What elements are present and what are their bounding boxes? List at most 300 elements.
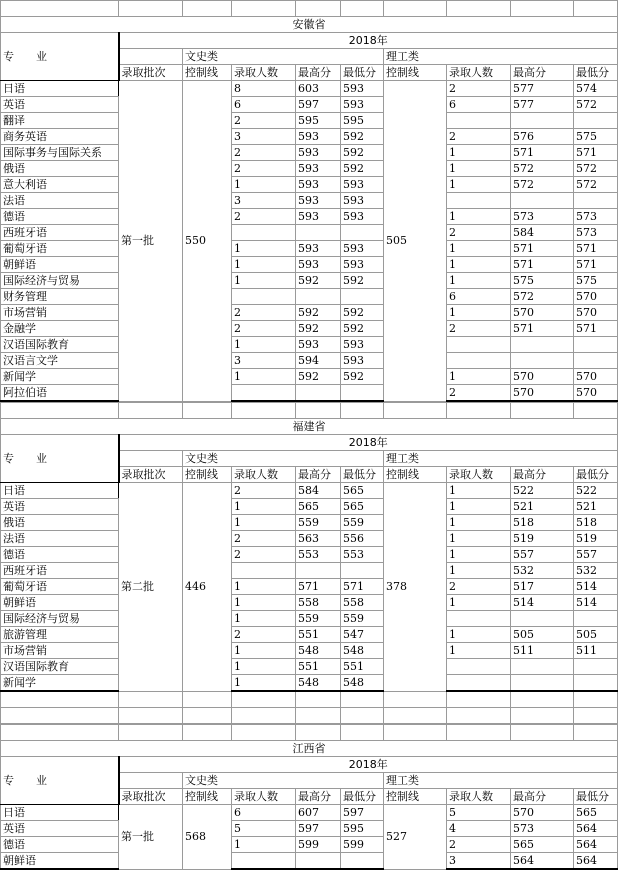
science-min-header: 最低分	[574, 65, 618, 81]
table-row	[1, 499, 618, 515]
science-admitted: 6	[447, 97, 511, 113]
science-admitted: 1	[447, 241, 511, 257]
table-row	[1, 595, 618, 611]
arts-max-score: 592	[296, 369, 341, 385]
arts-admitted	[232, 853, 296, 870]
major-name: 日语	[1, 483, 119, 499]
science-admitted: 2	[447, 579, 511, 595]
table-row	[1, 675, 618, 692]
science-min-score: 532	[574, 563, 618, 579]
arts-min-score	[341, 225, 384, 241]
arts-max-score: 548	[296, 643, 341, 659]
science-admitted: 2	[447, 321, 511, 337]
arts-max-score: 565	[296, 499, 341, 515]
science-min-score: 572	[574, 161, 618, 177]
arts-control-header: 控制线	[183, 467, 232, 483]
major-name: 朝鲜语	[1, 853, 119, 870]
science-min-score: 511	[574, 643, 618, 659]
batch-cell: 第一批	[119, 81, 183, 402]
major-name: 商务英语	[1, 129, 119, 145]
science-admitted: 2	[447, 129, 511, 145]
science-admitted: 1	[447, 369, 511, 385]
table-row	[1, 305, 618, 321]
science-min-score: 570	[574, 289, 618, 305]
science-admitted: 1	[447, 273, 511, 289]
science-min-score: 557	[574, 547, 618, 563]
major-name: 汉语国际教育	[1, 659, 119, 675]
science-admitted: 2	[447, 225, 511, 241]
arts-min-score: 556	[341, 531, 384, 547]
arts-min-score: 595	[341, 821, 384, 837]
batch-header: 录取批次	[119, 467, 183, 483]
science-admitted: 1	[447, 563, 511, 579]
science-admitted: 6	[447, 289, 511, 305]
science-min-score	[574, 193, 618, 209]
arts-min-score: 592	[341, 161, 384, 177]
science-min-score: 571	[574, 241, 618, 257]
arts-admitted: 2	[232, 547, 296, 563]
science-min-score: 570	[574, 305, 618, 321]
science-control-line: 378	[384, 483, 447, 692]
spacer-row	[1, 725, 618, 741]
science-min-score: 574	[574, 81, 618, 97]
table-row	[1, 643, 618, 659]
science-control-line: 505	[384, 81, 447, 402]
science-admitted: 1	[447, 627, 511, 643]
science-min-score	[574, 337, 618, 353]
arts-min-score: 565	[341, 483, 384, 499]
arts-min-score: 553	[341, 547, 384, 563]
table-row	[1, 853, 618, 870]
table-row	[1, 113, 618, 129]
table-row	[1, 97, 618, 113]
arts-max-score	[296, 225, 341, 241]
arts-control-line: 446	[183, 483, 232, 692]
arts-admitted: 6	[232, 805, 296, 821]
arts-control-header: 控制线	[183, 65, 232, 81]
science-max-score: 565	[511, 837, 574, 853]
header-year-row	[1, 435, 618, 451]
science-admitted-header: 录取人数	[447, 467, 511, 483]
science-max-score	[511, 193, 574, 209]
major-name: 俄语	[1, 515, 119, 531]
major-name: 新闻学	[1, 675, 119, 692]
arts-max-score: 559	[296, 611, 341, 627]
science-max-score: 514	[511, 595, 574, 611]
science-max-score: 518	[511, 515, 574, 531]
science-max-score	[511, 353, 574, 369]
arts-max-score: 592	[296, 273, 341, 289]
science-min-score: 575	[574, 129, 618, 145]
science-min-header: 最低分	[574, 467, 618, 483]
major-name: 国际经济与贸易	[1, 611, 119, 627]
major-name: 法语	[1, 531, 119, 547]
arts-min-score: 592	[341, 129, 384, 145]
science-max-score: 576	[511, 129, 574, 145]
major-name: 旅游管理	[1, 627, 119, 643]
arts-admitted-header: 录取人数	[232, 65, 296, 81]
science-admitted: 1	[447, 595, 511, 611]
science-max-score: 573	[511, 209, 574, 225]
table-row	[1, 547, 618, 563]
province-title-row	[1, 17, 618, 33]
science-max-score	[511, 611, 574, 627]
arts-min-score: 593	[341, 337, 384, 353]
arts-admitted: 1	[232, 241, 296, 257]
table-row	[1, 515, 618, 531]
table-row	[1, 225, 618, 241]
header-year-row	[1, 757, 618, 773]
arts-admitted: 1	[232, 273, 296, 289]
science-max-score	[511, 113, 574, 129]
major-name: 朝鲜语	[1, 595, 119, 611]
major-name: 德语	[1, 837, 119, 853]
science-admitted: 1	[447, 515, 511, 531]
arts-max-score: 584	[296, 483, 341, 499]
arts-min-score: 593	[341, 177, 384, 193]
science-min-header: 最低分	[574, 789, 618, 805]
science-admitted	[447, 353, 511, 369]
science-max-score: 570	[511, 369, 574, 385]
major-name: 日语	[1, 81, 119, 97]
arts-min-score: 559	[341, 515, 384, 531]
arts-admitted: 2	[232, 209, 296, 225]
science-max-score: 572	[511, 177, 574, 193]
major-name: 俄语	[1, 161, 119, 177]
arts-admitted: 1	[232, 675, 296, 692]
science-min-score: 514	[574, 579, 618, 595]
arts-admitted: 1	[232, 499, 296, 515]
science-max-score: 570	[511, 385, 574, 402]
table-row	[1, 209, 618, 225]
table-row	[1, 273, 618, 289]
arts-max-header: 最高分	[296, 65, 341, 81]
arts-min-score: 565	[341, 499, 384, 515]
arts-max-header: 最高分	[296, 789, 341, 805]
arts-admitted: 2	[232, 531, 296, 547]
empty-row	[1, 691, 618, 708]
arts-min-score: 558	[341, 595, 384, 611]
science-admitted: 1	[447, 305, 511, 321]
science-min-score: 572	[574, 97, 618, 113]
arts-min-score: 593	[341, 241, 384, 257]
science-min-score: 571	[574, 145, 618, 161]
arts-min-score: 571	[341, 579, 384, 595]
table-row	[1, 531, 618, 547]
arts-admitted: 1	[232, 257, 296, 273]
major-name: 英语	[1, 499, 119, 515]
arts-admitted	[232, 385, 296, 402]
science-max-score: 572	[511, 289, 574, 305]
science-admitted: 1	[447, 145, 511, 161]
year-header: 2018年	[119, 757, 618, 773]
science-min-score: 571	[574, 321, 618, 337]
arts-admitted-header: 录取人数	[232, 467, 296, 483]
batch-cell: 第二批	[119, 483, 183, 692]
science-header: 理工类	[384, 773, 618, 789]
arts-min-score	[341, 385, 384, 402]
science-admitted	[447, 659, 511, 675]
science-max-score: 532	[511, 563, 574, 579]
science-max-score: 571	[511, 145, 574, 161]
science-control-line: 527	[384, 805, 447, 870]
arts-header: 文史类	[183, 773, 384, 789]
arts-max-score: 603	[296, 81, 341, 97]
science-min-score: 505	[574, 627, 618, 643]
arts-max-score: 593	[296, 161, 341, 177]
major-header: 专 业	[1, 757, 119, 805]
science-max-score: 575	[511, 273, 574, 289]
arts-max-score: 593	[296, 129, 341, 145]
science-admitted: 5	[447, 805, 511, 821]
science-min-score: 573	[574, 209, 618, 225]
year-header: 2018年	[119, 435, 618, 451]
science-max-score: 571	[511, 241, 574, 257]
arts-max-score: 553	[296, 547, 341, 563]
science-max-header: 最高分	[511, 789, 574, 805]
table-row	[1, 241, 618, 257]
table-row	[1, 161, 618, 177]
arts-admitted: 1	[232, 579, 296, 595]
arts-min-score: 592	[341, 145, 384, 161]
major-name: 德语	[1, 209, 119, 225]
arts-min-score: 599	[341, 837, 384, 853]
table-row	[1, 257, 618, 273]
arts-max-score: 593	[296, 193, 341, 209]
science-max-score: 519	[511, 531, 574, 547]
table-row	[1, 145, 618, 161]
arts-max-score: 563	[296, 531, 341, 547]
arts-max-score: 595	[296, 113, 341, 129]
table-row	[1, 805, 618, 821]
arts-admitted: 5	[232, 821, 296, 837]
science-admitted	[447, 337, 511, 353]
major-name: 汉语国际教育	[1, 337, 119, 353]
arts-min-score: 592	[341, 273, 384, 289]
science-admitted: 1	[447, 531, 511, 547]
arts-max-score: 592	[296, 321, 341, 337]
arts-min-score: 548	[341, 643, 384, 659]
table-row	[1, 369, 618, 385]
arts-max-score: 593	[296, 145, 341, 161]
arts-min-header: 最低分	[341, 789, 384, 805]
table-row	[1, 659, 618, 675]
science-admitted: 2	[447, 81, 511, 97]
science-min-score: 564	[574, 853, 618, 870]
major-header: 专 业	[1, 435, 119, 483]
arts-header: 文史类	[183, 49, 384, 65]
science-min-score: 521	[574, 499, 618, 515]
arts-admitted	[232, 289, 296, 305]
major-name: 阿拉伯语	[1, 385, 119, 402]
province-title: 安徽省	[1, 17, 618, 33]
header-year-row	[1, 33, 618, 49]
major-name: 财务管理	[1, 289, 119, 305]
province-title-row	[1, 419, 618, 435]
province-title: 江西省	[1, 741, 618, 757]
major-header: 专 业	[1, 33, 119, 81]
science-max-score	[511, 675, 574, 692]
province-table	[0, 724, 618, 870]
table-row	[1, 177, 618, 193]
science-max-score: 584	[511, 225, 574, 241]
science-header: 理工类	[384, 49, 618, 65]
arts-min-score: 593	[341, 81, 384, 97]
arts-admitted: 2	[232, 145, 296, 161]
major-name: 日语	[1, 805, 119, 821]
arts-min-score: 548	[341, 675, 384, 692]
arts-max-score: 558	[296, 595, 341, 611]
arts-admitted: 1	[232, 837, 296, 853]
science-control-header: 控制线	[384, 65, 447, 81]
arts-max-score: 571	[296, 579, 341, 595]
arts-max-score	[296, 853, 341, 870]
science-admitted: 1	[447, 547, 511, 563]
arts-max-score: 593	[296, 241, 341, 257]
major-name: 西班牙语	[1, 563, 119, 579]
science-min-score: 573	[574, 225, 618, 241]
table-row	[1, 289, 618, 305]
arts-admitted: 1	[232, 595, 296, 611]
science-min-score: 575	[574, 273, 618, 289]
science-min-score	[574, 611, 618, 627]
science-control-header: 控制线	[384, 789, 447, 805]
science-admitted	[447, 611, 511, 627]
major-name: 德语	[1, 547, 119, 563]
batch-cell: 第一批	[119, 805, 183, 870]
arts-max-score: 607	[296, 805, 341, 821]
science-max-score: 570	[511, 805, 574, 821]
science-min-score: 522	[574, 483, 618, 499]
major-name: 葡萄牙语	[1, 579, 119, 595]
arts-control-line: 568	[183, 805, 232, 870]
science-max-header: 最高分	[511, 65, 574, 81]
arts-min-header: 最低分	[341, 65, 384, 81]
science-admitted: 1	[447, 161, 511, 177]
arts-admitted: 1	[232, 611, 296, 627]
science-min-score: 518	[574, 515, 618, 531]
table-row	[1, 321, 618, 337]
arts-admitted: 1	[232, 659, 296, 675]
science-max-score	[511, 659, 574, 675]
arts-min-score: 593	[341, 209, 384, 225]
science-min-score	[574, 675, 618, 692]
major-name: 国际经济与贸易	[1, 273, 119, 289]
science-header: 理工类	[384, 451, 618, 467]
science-admitted: 1	[447, 483, 511, 499]
science-max-score: 577	[511, 81, 574, 97]
major-name: 新闻学	[1, 369, 119, 385]
province-title-row	[1, 741, 618, 757]
batch-header: 录取批次	[119, 65, 183, 81]
science-max-score: 511	[511, 643, 574, 659]
science-max-score: 571	[511, 321, 574, 337]
arts-admitted: 8	[232, 81, 296, 97]
table-row	[1, 353, 618, 369]
table-row	[1, 821, 618, 837]
spacer-row	[1, 403, 618, 419]
arts-admitted: 3	[232, 353, 296, 369]
arts-admitted: 1	[232, 337, 296, 353]
arts-control-header: 控制线	[183, 789, 232, 805]
science-admitted: 1	[447, 499, 511, 515]
science-admitted	[447, 193, 511, 209]
arts-min-score: 593	[341, 193, 384, 209]
table-row	[1, 385, 618, 402]
science-admitted: 4	[447, 821, 511, 837]
science-max-score	[511, 337, 574, 353]
arts-max-score: 559	[296, 515, 341, 531]
arts-max-score	[296, 289, 341, 305]
science-admitted: 2	[447, 385, 511, 402]
arts-min-score: 595	[341, 113, 384, 129]
arts-min-score: 593	[341, 353, 384, 369]
major-name: 金融学	[1, 321, 119, 337]
arts-max-score: 551	[296, 659, 341, 675]
science-min-score: 571	[574, 257, 618, 273]
arts-max-score	[296, 385, 341, 402]
arts-admitted: 2	[232, 321, 296, 337]
major-name: 市场营销	[1, 643, 119, 659]
science-max-score: 521	[511, 499, 574, 515]
science-admitted: 1	[447, 643, 511, 659]
science-max-score: 573	[511, 821, 574, 837]
arts-min-score: 592	[341, 321, 384, 337]
science-admitted: 1	[447, 209, 511, 225]
batch-header: 录取批次	[119, 789, 183, 805]
year-header: 2018年	[119, 33, 618, 49]
province-table	[0, 402, 618, 724]
arts-header: 文史类	[183, 451, 384, 467]
science-min-score: 564	[574, 837, 618, 853]
science-admitted-header: 录取人数	[447, 789, 511, 805]
science-admitted	[447, 675, 511, 692]
major-name: 市场营销	[1, 305, 119, 321]
table-row	[1, 81, 618, 97]
science-max-score: 557	[511, 547, 574, 563]
spacer-row	[1, 1, 618, 17]
major-name: 国际事务与国际关系	[1, 145, 119, 161]
arts-min-score: 559	[341, 611, 384, 627]
science-max-score: 570	[511, 305, 574, 321]
arts-max-score: 593	[296, 257, 341, 273]
major-name: 葡萄牙语	[1, 241, 119, 257]
science-min-score: 570	[574, 369, 618, 385]
arts-max-score: 548	[296, 675, 341, 692]
arts-max-score: 593	[296, 177, 341, 193]
science-admitted: 1	[447, 177, 511, 193]
arts-admitted: 2	[232, 161, 296, 177]
arts-min-score: 592	[341, 305, 384, 321]
major-name: 英语	[1, 821, 119, 837]
science-min-score	[574, 659, 618, 675]
arts-admitted-header: 录取人数	[232, 789, 296, 805]
science-min-score: 565	[574, 805, 618, 821]
science-admitted: 1	[447, 257, 511, 273]
arts-min-header: 最低分	[341, 467, 384, 483]
science-admitted: 2	[447, 837, 511, 853]
science-max-score: 522	[511, 483, 574, 499]
arts-max-score	[296, 563, 341, 579]
science-min-score: 572	[574, 177, 618, 193]
science-max-score: 571	[511, 257, 574, 273]
science-max-score: 577	[511, 97, 574, 113]
arts-control-line: 550	[183, 81, 232, 402]
science-admitted-header: 录取人数	[447, 65, 511, 81]
arts-admitted: 1	[232, 515, 296, 531]
arts-admitted: 2	[232, 483, 296, 499]
arts-admitted: 6	[232, 97, 296, 113]
